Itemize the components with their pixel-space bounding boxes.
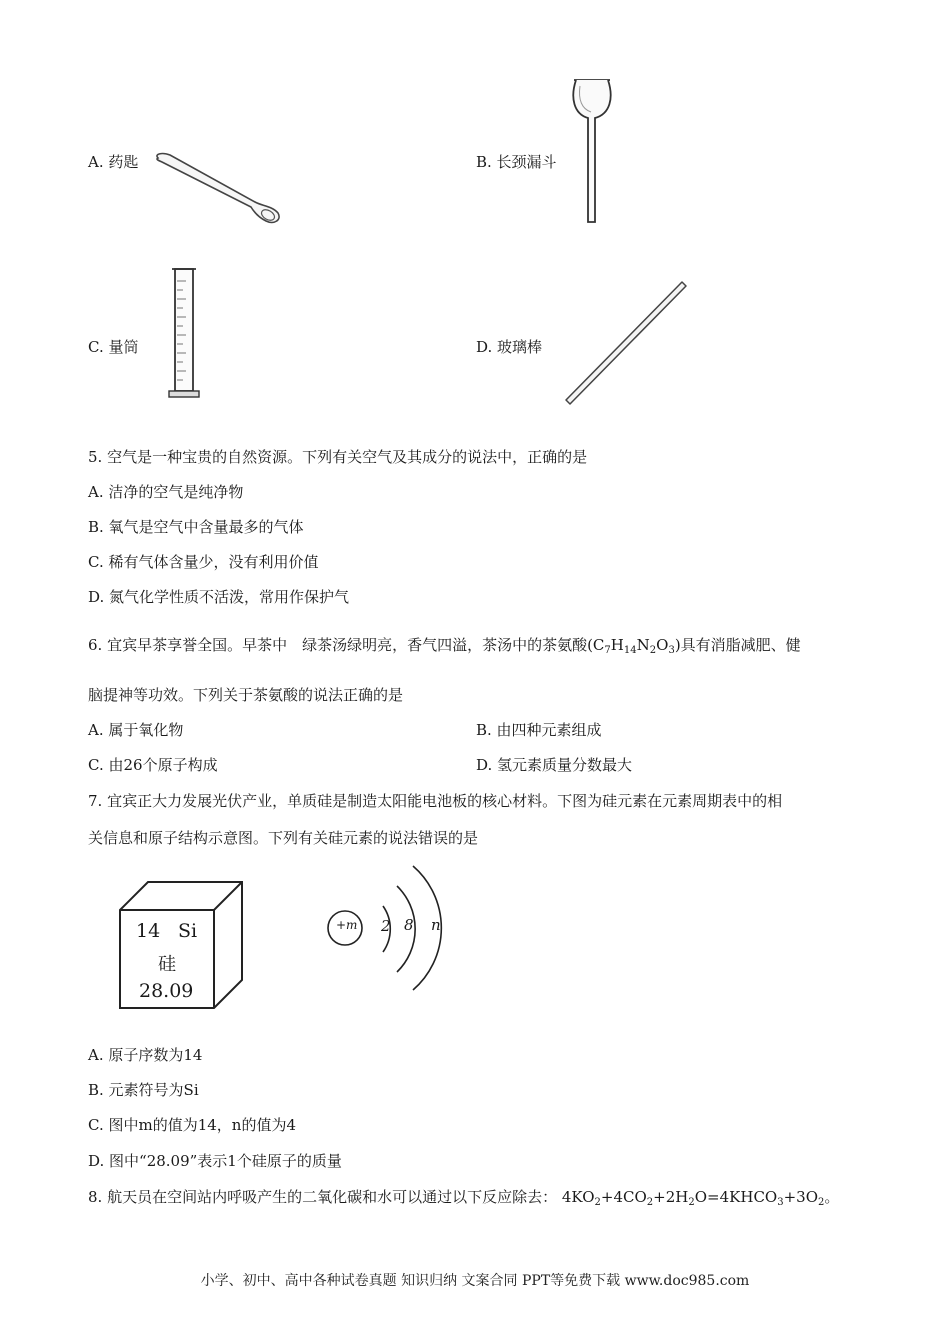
q5-option-b: B. 氧气是空气中含量最多的气体 <box>88 518 304 536</box>
page-footer[interactable]: 小学、初中、高中各种试卷真题 知识归纳 文案合同 PPT等免费下载 www.doc985.com <box>200 1273 750 1289</box>
q4-option-b: B. 长颈漏斗 <box>476 153 557 171</box>
q8-equation: $4KO_2+4CO_2+2H_2O=4KHCO_3+3O_2$。 <box>561 1188 840 1208</box>
q7-option-b: B. 元素符号为Si <box>88 1081 199 1099</box>
shell1-label: 2 <box>381 917 391 935</box>
shell3-label: n <box>431 916 441 934</box>
element-number: 14 <box>136 920 161 942</box>
graduated-cylinder-icon <box>166 266 202 402</box>
q4-option-d: D. 玻璃棒 <box>476 338 543 356</box>
spoon-icon <box>150 150 285 230</box>
element-name: 硅 <box>158 954 176 975</box>
q6-stem: 6. 宜宾早茶享誉全国。早茶中 绿茶汤绿明亮，香气四溢，茶汤中的茶氨酸$(C_7H_{14}N_2O_3)$具有消脂减肥、健 <box>88 636 801 656</box>
element-symbol: Si <box>178 920 198 942</box>
q7-option-a: A. 原子序数为14 <box>88 1046 203 1064</box>
q6-option-c: C. 由26个原子构成 <box>88 756 218 774</box>
q8-stem: 8. 航天员在空间站内呼吸产生的二氧化碳和水可以通过以下反应除去： $4KO_2+4CO_2+2H_2O=4KHCO_3+3O_2$。 <box>88 1188 840 1208</box>
q6-stem-line2: 脑提神等功效。下列关于茶氨酸的说法正确的是 <box>88 686 404 704</box>
shell2-label: 8 <box>404 916 414 934</box>
element-mass: 28.09 <box>139 980 194 1002</box>
q5-stem: 5. 空气是一种宝贵的自然资源。下列有关空气及其成分的说法中，正确的是 <box>88 448 588 466</box>
q6-option-b: B. 由四种元素组成 <box>476 721 602 739</box>
q7-option-c: C. 图中m的值为14，n的值为4 <box>88 1116 296 1134</box>
long-neck-funnel-icon <box>568 76 616 226</box>
nucleus-label: +m <box>336 918 358 932</box>
q7-stem-line2: 关信息和原子结构示意图。下列有关硅元素的说法错误的是 <box>88 829 479 847</box>
q5-option-d: D. 氮气化学性质不活泼，常用作保护气 <box>88 588 350 606</box>
q5-option-c: C. 稀有气体含量少，没有利用价值 <box>88 553 319 571</box>
q4-option-a: A. 药匙 <box>88 153 139 171</box>
q7-option-d: D. 图中“28.09”表示1个硅原子的质量 <box>88 1152 342 1170</box>
q6-option-a: A. 属于氧化物 <box>88 721 184 739</box>
glass-rod-icon <box>560 278 692 408</box>
q6-option-d: D. 氢元素质量分数最大 <box>476 756 633 774</box>
q7-stem-line1: 7. 宜宾正大力发展光伏产业，单质硅是制造太阳能电池板的核心材料。下图为硅元素在元素周期表中的相 <box>88 792 783 810</box>
q4-option-c: C. 量筒 <box>88 338 139 356</box>
q5-option-a: A. 洁净的空气是纯净物 <box>88 483 244 501</box>
